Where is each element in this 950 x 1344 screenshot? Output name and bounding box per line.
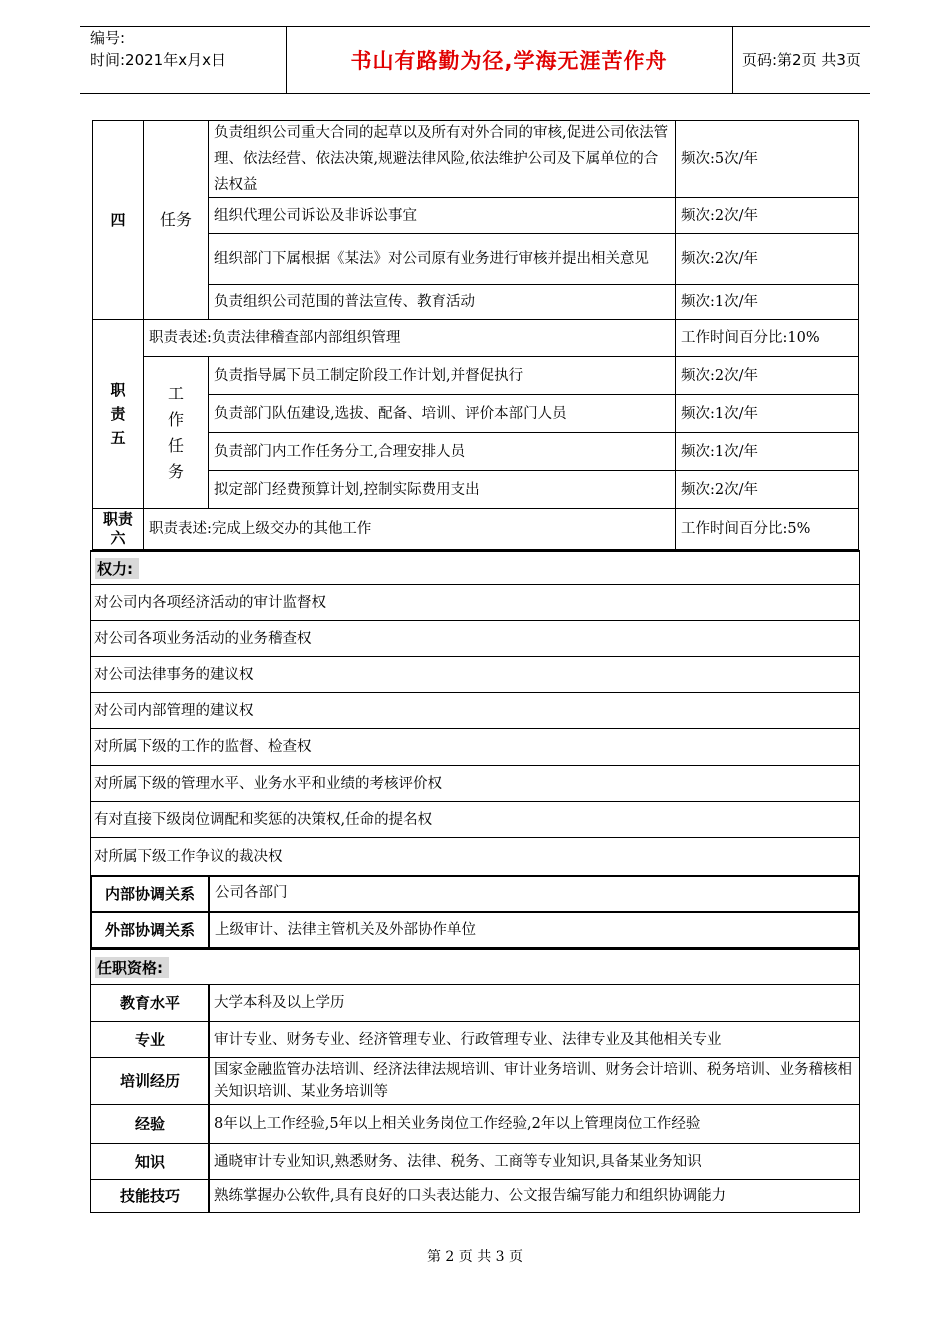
duty5-task-frequency: 频次:1次/年: [675, 394, 859, 433]
duty5-task-text: 负责部门队伍建设,选拔、配备、培训、评价本部门人员: [208, 394, 676, 433]
duty6-time-percent: 工作时间百分比:5%: [675, 508, 859, 550]
page-footer: 第 2 页 共 3 页: [426, 1249, 524, 1265]
power-item: 对所属下级工作争议的裁决权: [90, 837, 860, 876]
powers-section-title: [90, 550, 860, 585]
qualification-label: 知识: [90, 1143, 210, 1180]
qualification-label: 教育水平: [90, 984, 210, 1022]
duty5-task-frequency: 频次:2次/年: [675, 356, 859, 395]
qualification-label: 技能技巧: [90, 1179, 210, 1213]
qualification-label: 经验: [90, 1104, 210, 1144]
power-item: 有对直接下级岗位调配和奖惩的决策权,任命的提名权: [90, 801, 860, 838]
duty4-task-text: 组织部门下属根据《某法》对公司原有业务进行审核并提出相关意见: [208, 233, 676, 285]
relation-label-external: 外部协调关系: [90, 911, 210, 949]
duty4-task-text: 负责组织公司范围的普法宣传、教育活动: [208, 284, 676, 320]
duty5-label: 职责五: [92, 319, 144, 509]
duty5-task-text: 拟定部门经费预算计划,控制实际费用支出: [208, 470, 676, 509]
qualification-label: 培训经历: [90, 1057, 210, 1105]
page-header: [80, 26, 870, 94]
duty4-label: 四: [92, 120, 144, 320]
duty4-task-frequency: 频次:5次/年: [675, 120, 859, 198]
duty5-task-frequency: 频次:1次/年: [675, 432, 859, 471]
duty4-tasks-label: 任务: [143, 120, 209, 320]
power-item: 对所属下级的管理水平、业务水平和业绩的考核评价权: [90, 765, 860, 802]
duty5-description: 职责表述:负责法律稽查部内部组织管理: [143, 319, 676, 357]
power-item: 对公司各项业务活动的业务稽查权: [90, 620, 860, 657]
header-motto: 书山有路勤为径,学海无涯苦作舟: [350, 49, 668, 73]
duty4-task-frequency: 频次:1次/年: [675, 284, 859, 320]
relation-value-internal: 公司各部门: [208, 875, 860, 913]
header-meta: [90, 27, 285, 71]
power-item: 对公司内各项经济活动的审计监督权: [90, 584, 860, 621]
document-number-label: 编号:: [90, 29, 126, 47]
document-time-label: 时间:2021年x月x日: [90, 51, 226, 69]
qualification-value: 通晓审计专业知识,熟悉财务、法律、税务、工商等专业知识,具备某业务知识: [208, 1143, 860, 1180]
qualification-value: 8年以上工作经验,5年以上相关业务岗位工作经验,2年以上管理岗位工作经验: [208, 1104, 860, 1144]
duty4-task-frequency: 频次:2次/年: [675, 197, 859, 234]
duty4-task-text: 组织代理公司诉讼及非诉讼事宜: [208, 197, 676, 234]
duty5-tasks-label: 工作任务: [143, 356, 209, 509]
power-item: 对所属下级的工作的监督、检查权: [90, 728, 860, 766]
power-item: 对公司法律事务的建议权: [90, 656, 860, 693]
duty6-label: 职责六: [92, 508, 144, 550]
relation-value-external: 上级审计、法律主管机关及外部协作单位: [208, 911, 860, 949]
qualification-value: 大学本科及以上学历: [208, 984, 860, 1022]
power-item: 对公司内部管理的建议权: [90, 692, 860, 729]
qualification-label: 专业: [90, 1021, 210, 1058]
duty4-task-text: 负责组织公司重大合同的起草以及所有对外合同的审核,促进公司依法管理、依法经营、依法决策,规避法律风险,依法维护公司及下属单位的合法权益: [208, 120, 676, 198]
qualifications-section-title: [90, 948, 860, 985]
qualification-value: 熟练掌握办公软件,具有良好的口头表达能力、公文报告编写能力和组织协调能力: [208, 1179, 860, 1213]
duty5-task-text: 负责指导属下员工制定阶段工作计划,并督促执行: [208, 356, 676, 395]
header-divider: [732, 27, 733, 93]
qualifications-title-text: 任职资格:: [95, 957, 169, 978]
relation-label-internal: 内部协调关系: [90, 875, 210, 913]
duty4-task-frequency: 频次:2次/年: [675, 233, 859, 285]
qualification-value: 国家金融监管办法培训、经济法律法规培训、审计业务培训、财务会计培训、税务培训、业务稽核相关知识培训、某业务培训等: [208, 1057, 860, 1105]
duty5-task-text: 负责部门内工作任务分工,合理安排人员: [208, 432, 676, 471]
qualification-value: 审计专业、财务专业、经济管理专业、行政管理专业、法律专业及其他相关专业: [208, 1021, 860, 1058]
duty6-description: 职责表述:完成上级交办的其他工作: [143, 508, 676, 550]
header-page-number: 页码:第2页 共3页: [742, 51, 861, 69]
duty5-task-frequency: 频次:2次/年: [675, 470, 859, 509]
powers-title-text: 权力:: [95, 558, 139, 579]
duty5-time-percent: 工作时间百分比:10%: [675, 319, 859, 357]
